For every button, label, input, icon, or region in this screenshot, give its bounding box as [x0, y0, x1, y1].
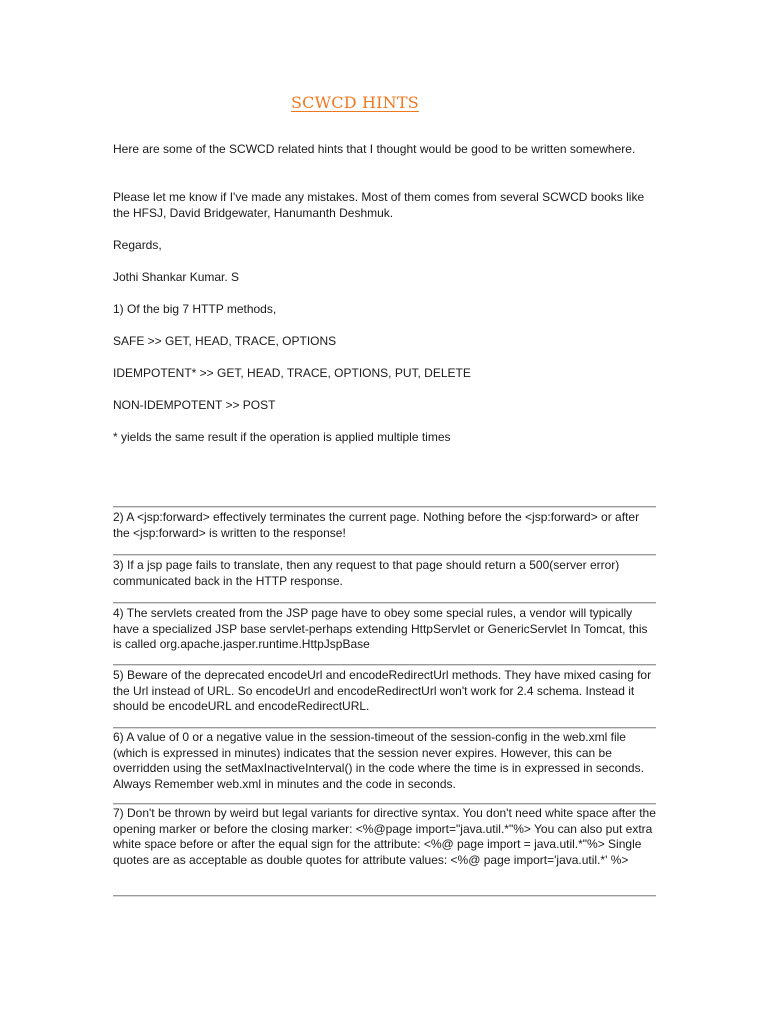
author-name: Jothi Shankar Kumar. S [113, 270, 240, 284]
divider [113, 727, 656, 729]
hint-1-heading: 1) Of the big 7 HTTP methods, [113, 302, 277, 316]
hint-6: 6) A value of 0 or a negative value in the session-timeout of the session-config in the web.xml file (which is expressed in minutes) indicates that the session never expires. However, this can be overridden using the setMaxInactiveInterval() in the code where the time is in expressed in seconds. Always Remember web.xml in minutes and the code in seconds. [113, 730, 644, 791]
hint-3: 3) If a jsp page fails to translate, then any request to that page should return a 500(server error) communicated back in the HTTP response. [113, 558, 620, 588]
idempotent-footnote: * yields the same result if the operation is applied multiple times [113, 430, 451, 444]
divider [113, 602, 656, 604]
regards-text: Regards, [113, 238, 162, 252]
safe-methods: SAFE >> GET, HEAD, TRACE, OPTIONS [113, 334, 337, 348]
hint-5: 5) Beware of the deprecated encodeUrl and encodeRedirectUrl methods. They have mixed casing for the Url instead of URL. So encodeUrl and encodeRedirectUrl won't work for 2.4 schema. Instead it should be encodeURL and encodeRedirectURL. [113, 668, 652, 713]
intro-paragraph-2: Please let me know if I've made any mistakes. Most of them comes from several SCWCD books like the HFSJ, David Bridgewater, Hanumanth Deshmuk. [113, 190, 645, 220]
divider [113, 506, 656, 508]
hint-4: 4) The servlets created from the JSP page have to obey some special rules, a vendor will typically have a specialized JSP base servlet-perhaps extending HttpServlet or GenericServlet In Tomcat, this is called org.apache.jasper.runtime.HttpJspBase [113, 606, 648, 651]
intro-paragraph: Here are some of the SCWCD related hints that I thought would be good to be written somewhere. [113, 142, 636, 156]
divider [113, 554, 656, 556]
hint-2: 2) A <jsp:forward> effectively terminates the current page. Nothing before the <jsp:forward> or after the <jsp:forward> is written to the response! [113, 510, 640, 540]
divider [113, 803, 656, 805]
hint-7: 7) Don't be thrown by weird but legal variants for directive syntax. You don't need white space after the opening marker or before the closing marker: <%@page import="java.util.*"%> You can also put extra white space before or after the equal sign for the attribute: <%@ page import = java.util.*"%> Single quotes are as acceptable as double quotes for attribute values: <%@ page import='java.util.*' %> [113, 806, 656, 867]
divider [113, 664, 656, 666]
page-title: SCWCD HINTS [291, 93, 419, 112]
idempotent-methods: IDEMPOTENT* >> GET, HEAD, TRACE, OPTIONS, PUT, DELETE [113, 366, 471, 380]
non-idempotent-methods: NON-IDEMPOTENT >> POST [113, 398, 276, 412]
divider [113, 895, 656, 897]
